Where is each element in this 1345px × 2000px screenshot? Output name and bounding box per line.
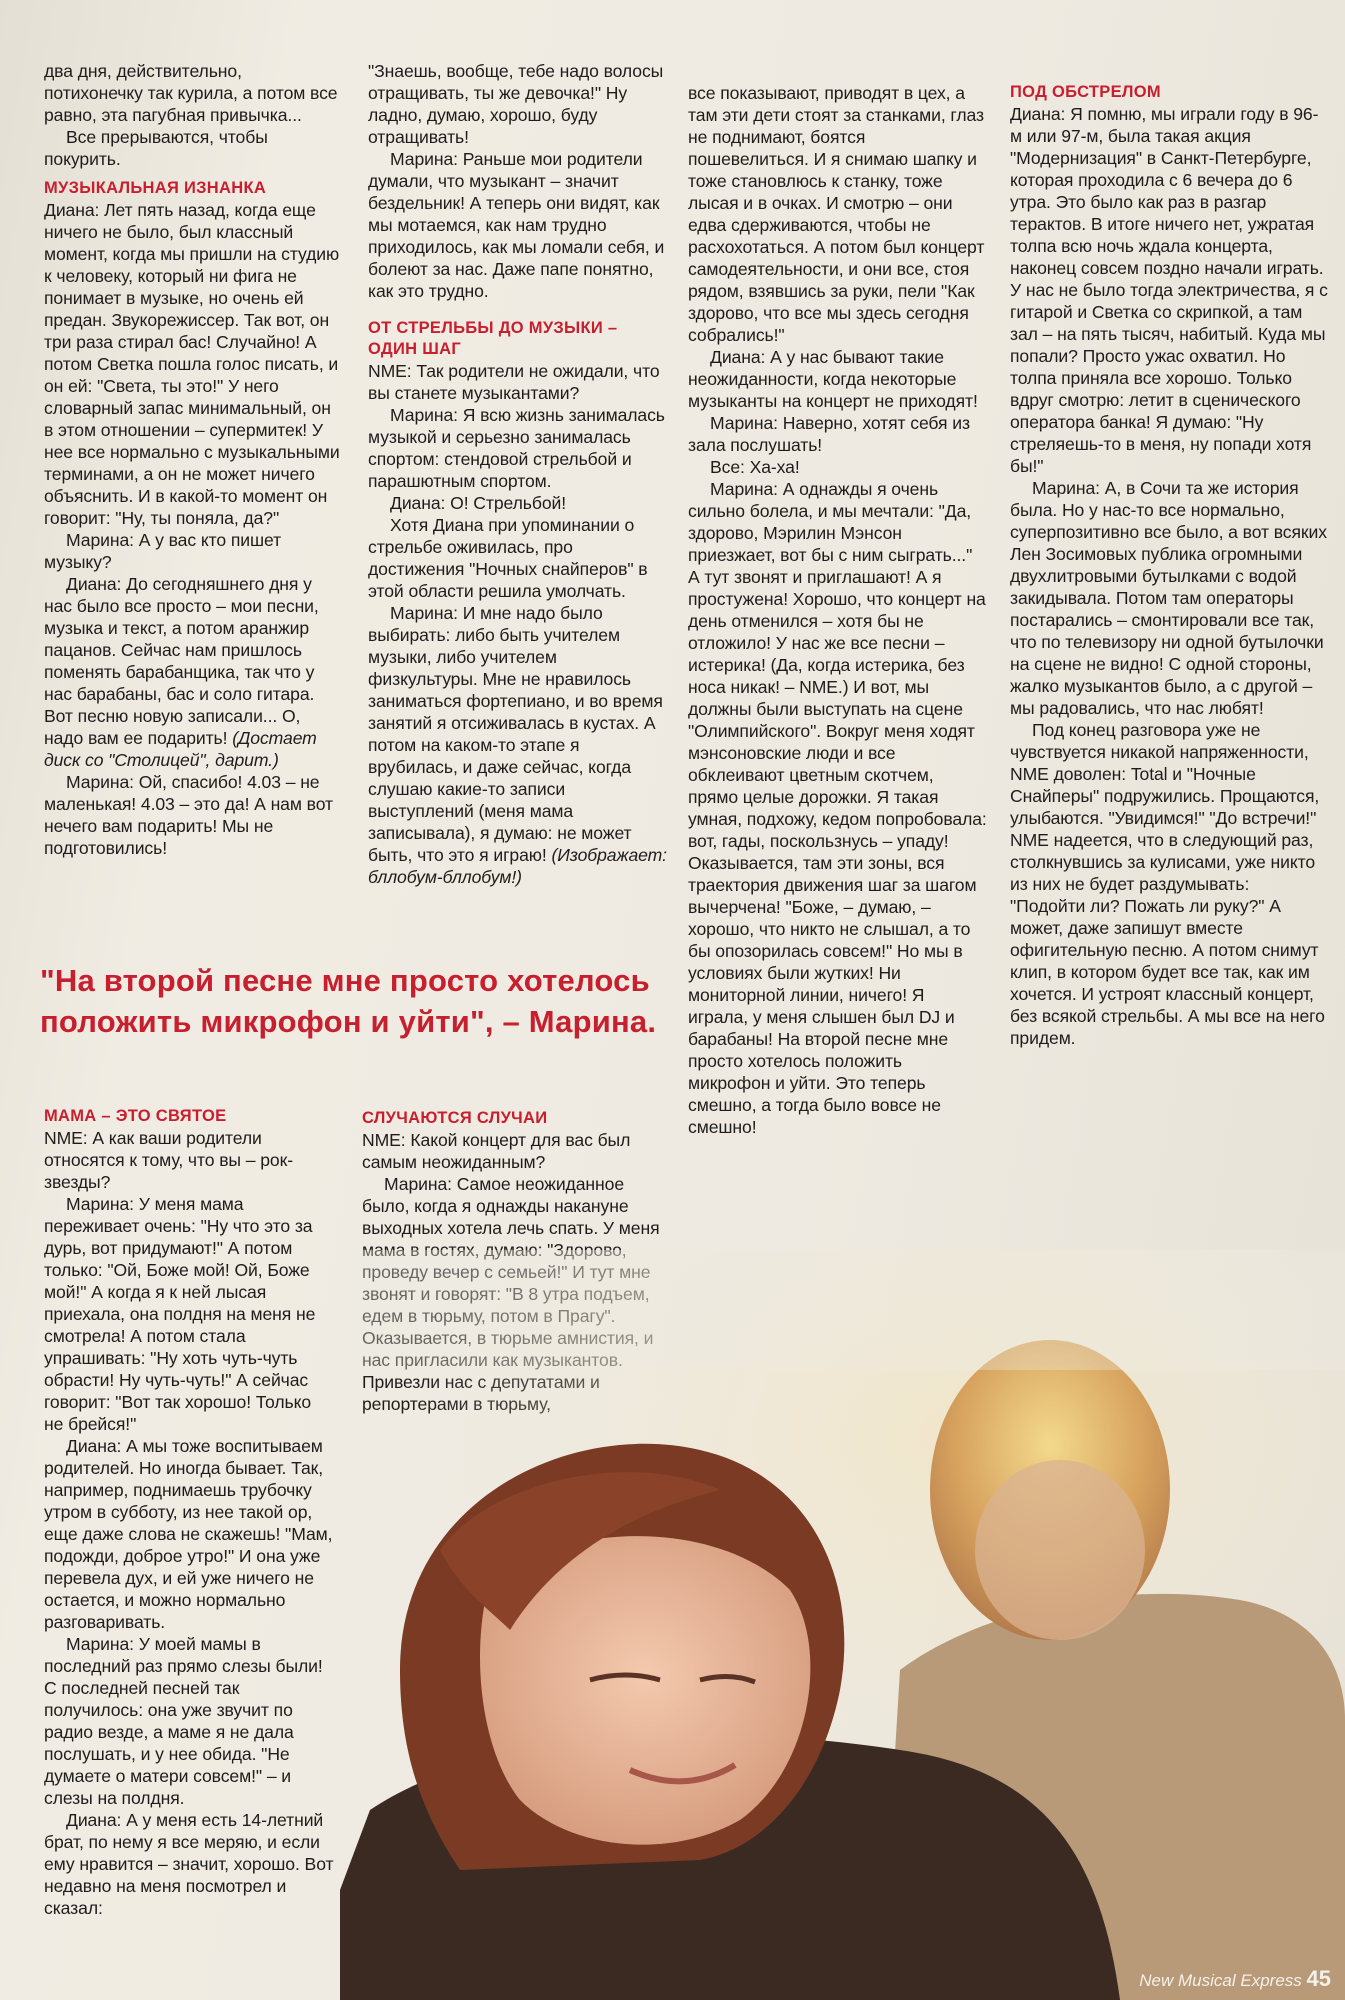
paragraph: Хотя Диана при упоминании о стрельбе оживилась, про достижения "Ночных снайперов" в этой области решила умолчать. (368, 515, 648, 601)
paragraph: NME: А как ваши родители относятся к тому, что вы – рок-звезды? (44, 1128, 293, 1192)
column-2-top (368, 60, 668, 888)
paragraph-text: Марина: И мне надо было выбирать: либо быть учителем музыки, либо учителем физкультуры. Мне не нравилось заниматься фортепиано, и во время занятий я отсиживалась в кустах. А потом на каком-то этапе я врубилась, и даже сейчас, когда слушаю какие-то записи выступлений (меня мама записывала), я думаю: не может быть, что это я играю! (368, 603, 663, 865)
page-number: 45 (1306, 1966, 1331, 1991)
paragraph: Все: Ха-ха! (710, 457, 800, 477)
paragraph: NME: Какой концерт для вас был самым неожиданным? (362, 1130, 631, 1172)
paragraph-text: Диана: До сегодняшнего дня у нас было все просто – мои песни, музыка и текст, а потом аранжир пацанов. Сейчас нам пришлось поменять барабанщика, так что у нас барабаны, бас и соло гитара. Вот песню новую записали... О, надо вам ее подарить! (44, 574, 319, 748)
paragraph: Марина: А у вас кто пишет музыку? (44, 530, 282, 572)
paragraph: Марина: У моей мамы в последний раз прямо слезы были! С последней песней так получилось: она уже звучит по радио везде, а маме я не дала послушать, и у нее обида. "Не думаете о матери совсем!" – и слезы на полдня. (44, 1634, 323, 1808)
column-1-top (44, 60, 344, 859)
section-heading: ПОД ОБСТРЕЛОМ (1010, 83, 1161, 101)
paragraph: Диана: Лет пять назад, когда еще ничего не было, был классный момент, когда мы пришли на студию к человеку, который ни фига не понимает в музыке, но очень ей предан. Звукорежиссер. Так вот, он три раза стирал бас! Случайно! А потом Светка пошла голос писать, и он ей: "Света, ты это!" У него словарный запас минимальный, он в этом отношении – супермитек! У нее все нормально с музыкальными терминами, а он не может ничего объяснить. И в какой-то момент он говорит: "Ну, ты поняла, да?" (44, 200, 340, 528)
paragraph: Диана: А мы тоже воспитываем родителей. Но иногда бывает. Так, например, поднимаешь трубочку утром в субботу, из нее такой ор, еще даже слова не скажешь! "Мам, подожди, доброе утро!" И она уже перевела дух, и ей уже ничего не остается, и можно нормально разговаривать. (44, 1436, 333, 1632)
column-1-bottom (44, 1106, 334, 1919)
paragraph: Марина: У меня мама переживает очень: "Ну что это за дурь, вот придумают!" А потом только: "Ой, Боже мой! Ой, Боже мой!" А когда я к ней лысая приехала, она полдня на меня не смотрела! А потом стала упрашивать: "Ну хоть чуть-чуть обрасти! Ну чуть-чуть!" А сейчас говорит: "Вот так хорошо! Только не брейся!" (44, 1194, 316, 1434)
paragraph (44, 573, 344, 771)
paragraph: Диана: А у нас бывают такие неожиданности, когда некоторые музыканты на концерт не приходят! (688, 347, 978, 411)
section-heading: СЛУЧАЮТСЯ СЛУЧАИ (362, 1109, 548, 1127)
band-photo (340, 1250, 1345, 2000)
section-heading: ОТ СТРЕЛЬБЫ ДО МУЗЫКИ – ОДИН ШАГ (368, 319, 618, 358)
face-shape (975, 1460, 1145, 1640)
paragraph: Марина: Я всю жизнь занималась музыкой и серьезно занималась спортом: стендовой стрельбой и парашютным спортом. (368, 405, 665, 491)
aside-text: (Достает диск со "Столицей", дарит.) (44, 728, 317, 770)
column-3 (688, 82, 988, 1138)
publication-name: New Musical Express (1139, 1971, 1302, 1990)
paragraph: Марина: Раньше мои родители думали, что музыкант – значит бездельник! А теперь они видят, как мы мотаемся, как нам трудно приходилось, как мы ломали себя, и болеют за нас. Даже папе понятно, как это трудно. (368, 149, 665, 301)
photo-top-fade (340, 1250, 1345, 1370)
paragraph: "Знаешь, вообще, тебе надо волосы отращивать, ты же девочка!" Ну ладно, думаю, хорошо, буду отращивать! (368, 61, 664, 147)
intro-text: два дня, действительно, потихонечку так курила, а потом все равно, эта пагубная привычка... (44, 61, 338, 125)
section-heading: МАМА – ЭТО СВЯТОЕ (44, 1107, 227, 1125)
paragraph: NME: Так родители не ожидали, что вы станете музыкантами? (368, 361, 660, 403)
paragraph: Марина: Наверно, хотят себя из зала послушать! (688, 413, 970, 455)
paragraph: все показывают, приводят в цех, а там эти дети стоят за станками, глаз не поднимают, боятся пошевелиться. И я снимаю шапку и тоже становлюсь к станку, тоже лысая и в очках. И смотрю – они едва сдерживаются, чтобы не расхохотаться. А потом был концерт самодеятельности, и они все, стоя рядом, взявшись за руки, пели "Как здорово, что все мы здесь сегодня собрались!" (688, 83, 985, 345)
paragraph: Диана: О! Стрельбой! (390, 493, 567, 513)
aside-text: (Изображает: бллобум-бллобум!) (368, 845, 667, 887)
paragraph: Марина: А однажды я очень сильно болела, и мы мечтали: "Да, здорово, Мэрилин Мэнсон приезжает, вот бы с ним сыграть..." А тут звонят и приглашают! А я простужена! Хорошо, что концерт на день отменился – хотя бы не отложило! У нас же все песни – истерика! (Да, когда истерика, без носа никак! – NME.) И вот, мы должны были выступать на сцене "Олимпийского". Вокруг меня ходят мэнсоновские люди и все обклеивают цветным скотчем, прямо целые дорожки. Я такая умная, подхожу, кедом попробовала: вот, гады, поскользнусь – упаду! Оказывается, там эти зоны, вся траектория движения шаг за шагом вычерчена! "Боже, – думаю, – хорошо, что никто не слышал, а то бы опозорилась совсем!" Но мы в условиях были жутких! Ни мониторной линии, ничего! Я играла, у меня слышен был DJ и барабаны! На второй песне мне просто хотелось положить микрофон и уйти. Это теперь смешно, а тогда было вовсе не смешно! (688, 479, 987, 1137)
paragraph: Марина: Ой, спасибо! 4.03 – не маленькая! 4.03 – это да! А нам вот нечего вам подарить! Мы не подготовились! (44, 772, 333, 858)
paragraph: Под конец разговора уже не чувствуется никакой напряженности, NME доволен: Total и "Ночные Снайперы" подружились. Прощаются, улыбаются. "Увидимся!" "До встречи!" NME надеется, что в следующий раз, столкнувшись за кулисами, уже никто из них не будет раздумывать: "Подойти ли? Пожать ли руку?" А может, даже запишут вместе офигительную песню. А потом снимут клип, в котором будет все так, как им хочется. И устроят классный концерт, без всякой стрельбы. А мы все на него придем. (1010, 720, 1325, 1048)
paragraph: Диана: Я помню, мы играли году в 96-м или 97-м, была такая акция "Модернизация" в Санкт-Петербурге, которая проходила с 6 вечера до 6 утра. Это было как раз в разгар терактов. В итоге ничего нет, ужратая толпа всю ночь ждала концерта, наконец совсем поздно начали играть. У нас не было тогда электричества, я с гитарой и Светка со скрипкой, а там зал – на пять тысяч, набитый. Куда мы попали? Просто ужас охватил. Но толпа приняла все хорошо. Только вдруг смотрю: летит в сценического оператора банка! Я думаю: "Ну стреляешь-то в меня, ну попади хотя бы!" (1010, 104, 1328, 476)
paragraph: Марина: Самое неожиданное было, когда я однажды накануне выходных хотела лечь спать. У меня (362, 1174, 660, 1238)
paragraph (368, 602, 668, 888)
section-heading: МУЗЫКАЛЬНАЯ ИЗНАНКА (44, 179, 267, 197)
intro-text: Все прерываются, чтобы покурить. (44, 127, 268, 169)
paragraph: Диана: А у меня есть 14-летний брат, по нему я все меряю, и если ему нравится – значит, хорошо. Вот недавно на меня посмотрел и сказал: (44, 1810, 334, 1918)
column-4 (1010, 82, 1328, 1049)
page-footer (1139, 1966, 1331, 1992)
paragraph: Марина: А, в Сочи та же история была. Но у нас-то все нормально, суперпозитивно все было, а вот всяких Лен Зосимовых публика огромными двухлитровыми бутылками с водой закидывала. Потом там операторы постарались – смонтировали все так, что по телевизору ни одной бутылочки на сцене не видно! С одной стороны, жалко музыкантов было, а с другой – мы радовались, что нас любят! (1010, 478, 1327, 718)
pull-quote: "На второй песне мне просто хотелось положить микрофон и уйти", – Марина. (40, 963, 657, 1039)
